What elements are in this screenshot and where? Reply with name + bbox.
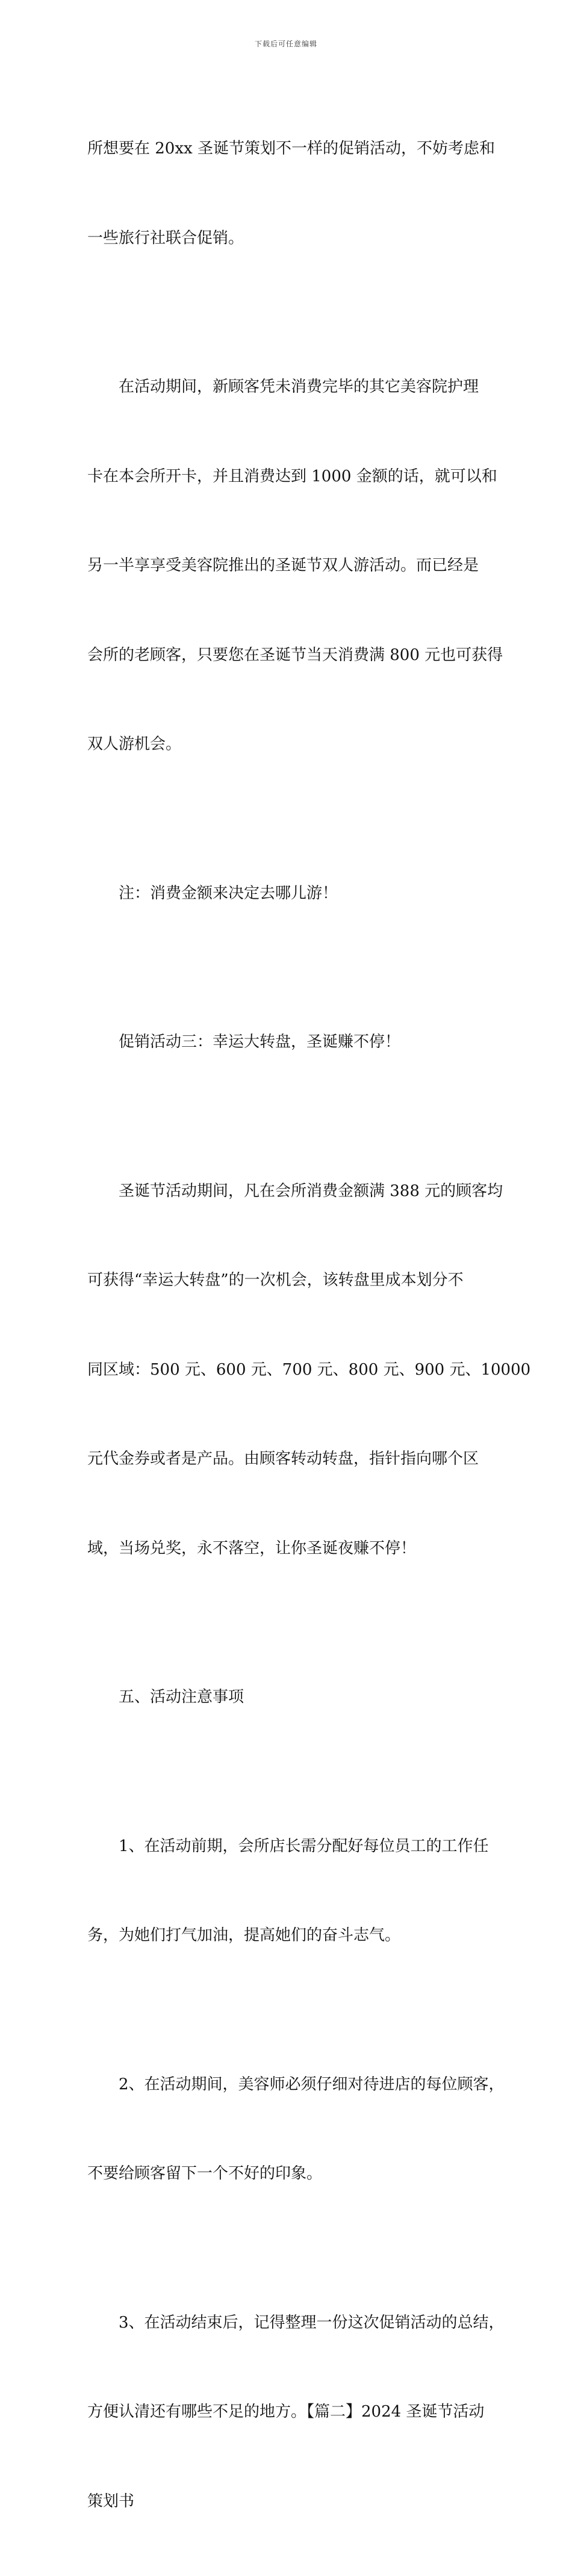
paragraph (87, 313, 491, 819)
text-line: 务，为她们打气加油，提高她们的奋斗志气。 (87, 1921, 491, 1951)
text-line: 1、在活动前期，会所店长需分配好每位员工的工作任 (87, 1832, 491, 1862)
text-line: 2、在活动期间，美容师必须仔细对待进店的每位顾客， (87, 2070, 491, 2100)
paragraph (87, 75, 491, 313)
text-line: 可获得“幸运大转盘”的一次机会，该转盘里成本划分不 (87, 1266, 491, 1296)
text-line: 同区域：500 元、600 元、700 元、800 元、900 元、10000 (87, 1355, 491, 1385)
section-heading (87, 1623, 491, 1772)
paragraph (87, 1772, 491, 2011)
text-line: 卡在本会所开卡，并且消费达到 1000 金额的话，就可以和 (87, 462, 491, 492)
text-line: 方便认清还有哪些不足的地方。【篇二】2024 圣诞节活动 (87, 2397, 491, 2427)
text-line: 元代金券或者是产品。由顾客转动转盘，指针指向哪个区 (87, 1444, 491, 1474)
text-line: 在活动期间，新顾客凭未消费完毕的其它美容院护理 (87, 372, 491, 402)
page-header-note: 下载后可任意编辑 (0, 39, 572, 49)
text-line: 注：消费金额来决定去哪儿游！ (87, 879, 491, 909)
text-line: 一些旅行社联合促销。 (87, 224, 491, 254)
text-line: 双人游机会。 (87, 730, 491, 760)
text-line: 策划书 (87, 2487, 491, 2517)
paragraph (87, 968, 491, 1117)
document-body (87, 75, 491, 2576)
text-line: 圣诞节活动期间，凡在会所消费金额满 388 元的顾客均 (87, 1177, 491, 1207)
text-line: 促销活动三：幸运大转盘，圣诞赚不停！ (87, 1028, 491, 1058)
document-page (0, 0, 572, 809)
text-line: 会所的老顾客，只要您在圣诞节当天消费满 800 元也可获得 (87, 641, 491, 671)
paragraph (87, 2011, 491, 2249)
text-line: 域，当场兑奖，永不落空，让你圣诞夜赚不停！ (87, 1534, 491, 1564)
text-line: 不要给顾客留下一个不好的印象。 (87, 2159, 491, 2189)
paragraph (87, 2249, 491, 2576)
paragraph (87, 1117, 491, 1624)
text-line: 所想要在 20xx 圣诞节策划不一样的促销活动，不妨考虑和 (87, 134, 491, 164)
paragraph (87, 819, 491, 969)
text-line: 3、在活动结束后，记得整理一份这次促销活动的总结， (87, 2308, 491, 2338)
text-line: 另一半享享受美容院推出的圣诞节双人游活动。而已经是 (87, 551, 491, 581)
text-line: 五、活动注意事项 (87, 1683, 491, 1713)
